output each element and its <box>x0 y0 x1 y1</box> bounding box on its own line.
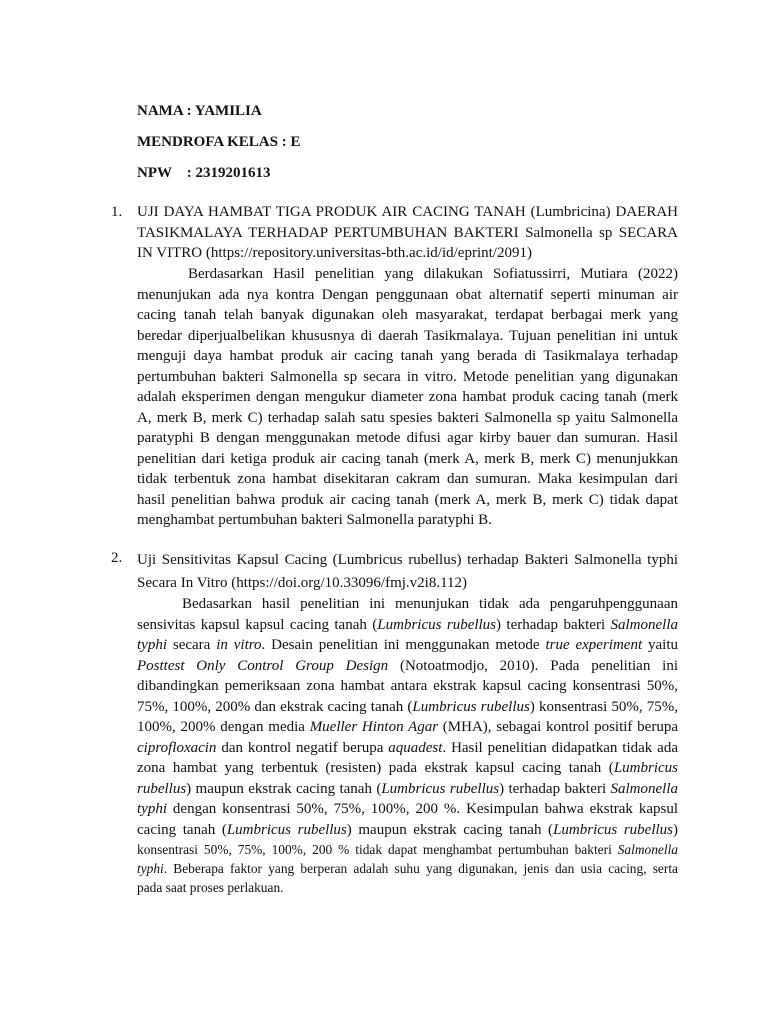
abstract-line: cacing tanah (Lumbricus rubellus) maupun ekstrak cacing tanah (Lumbricus rubellus) <box>137 821 679 838</box>
item-2-abstract <box>137 594 678 840</box>
abstract-line: typhi. Beberapa faktor yang berperan adalah suhu yang digunakan, jenis dan usia cacing, serta <box>137 861 678 876</box>
abstract-line: dibandingkan pemeriksaan zona hambat antara ekstrak kapsul cacing konsentrasi 50%, <box>137 678 678 694</box>
abstract-line: Bedasarkan hasil penelitian ini menunjukan tidak ada pengaruhpenggunaan <box>182 596 678 612</box>
abstract-line: A, merk B, merk C) terhadap salah satu spesies bakteri Salmonella sp yaitu Salmonella <box>137 409 678 426</box>
abstract-line: adalah eksperimen dengan mengukur diameter zona hambat produk cacing tanah (merk <box>137 389 678 405</box>
student-npw: NPW : 2319201613 <box>137 165 271 181</box>
abstract-line: sensivitas kapsul kapsul cacing tanah (Lumbricus rubellus) terhadap bakteri Salmonella <box>137 616 679 633</box>
abstract-line: menghambat pertumbuhan bakteri Salmonella paratyphi B. <box>137 512 492 528</box>
abstract-line: 100%, 200% dengan media Mueller Hinton Agar (MHA), sebagai kontrol positif berupa <box>137 719 678 735</box>
abstract-line: Berdasarkan Hasil penelitian yang dilakukan Sofiatussirri, Mutiara (2022) <box>188 266 678 282</box>
abstract-line: zona hambat yang terbentuk (resisten) pada ekstrak kapsul cacing tanah (Lumbricus <box>137 760 678 776</box>
title-line: Uji Sensitivitas Kapsul Cacing (Lumbricus rubellus) terhadap Bakteri Salmonella typhi <box>137 552 678 568</box>
abstract-line: menguji daya hambat produk air cacing tanah yang berada di Tasikmalaya terhadap <box>137 348 678 364</box>
abstract-line: typhi dengan konsentrasi 50%, 75%, 100%, 200 %. Kesimpulan bahwa ekstrak kapsul <box>137 801 678 817</box>
abstract-line: pertumbuhan bakteri Salmonella sp secara in vitro. Metode penelitian yang digunakan <box>137 368 678 385</box>
abstract-line: tidak terbentuk zona hambat disekitaran cakram dan sumuran. Maka kesimpulan dari <box>137 471 678 487</box>
abstract-line: Posttest Only Control Group Design (Notoatmodjo, 2010). Pada penelitian ini <box>137 657 678 674</box>
title-line: UJI DAYA HAMBAT TIGA PRODUK AIR CACING TANAH (Lumbricina) DAERAH <box>137 204 678 220</box>
abstract-line: 75%, 100%, 200% dan ekstrak cacing tanah (Lumbricus rubellus) konsentrasi 50%, 75%, <box>137 698 679 715</box>
abstract-line: pada saat proses perlakuan. <box>137 880 284 895</box>
student-name: NAMA : YAMILIA <box>137 103 262 119</box>
item-1-title <box>137 202 678 264</box>
title-line: Secara In Vitro (https://doi.org/10.33096/fmj.v2i8.112) <box>137 575 468 591</box>
abstract-line: penelitian dari ketiga produk air cacing tanah (merk A, merk B, merk C) menunjukkan <box>137 450 678 467</box>
item-2-abstract-small <box>137 840 678 897</box>
item-2-title <box>137 549 678 595</box>
item-1-abstract <box>137 264 678 531</box>
abstract-line: rubellus) maupun ekstrak cacing tanah (Lumbricus rubellus) terhadap bakteri Salmonella <box>137 780 679 797</box>
abstract-line: paratyphi B dengan menggunakan metode difusi agar kirby bauer dan sumuran. Hasil <box>137 430 678 446</box>
abstract-line: hasil penelitian bahwa produk air cacing tanah (merk A, merk B, merk C) tidak dapat <box>137 491 678 508</box>
abstract-line: typhi secara in vitro. Desain penelitian ini menggunakan metode true experiment yaitu <box>137 637 678 653</box>
abstract-line: menunjukan ada nya kontra Dengan penggunaan obat alternatif seperti minuman air <box>137 286 678 303</box>
abstract-line: konsentrasi 50%, 75%, 100%, 200 % tidak dapat menghambat pertumbuhan bakteri Salmonella <box>137 842 678 857</box>
abstract-line: cacing tanah telah banyak digunakan oleh masyarakat, terdapat berbagai merk yang <box>137 307 678 323</box>
title-line: TASIKMALAYA TERHADAP PERTUMBUHAN BAKTERI Salmonella sp SECARA <box>137 224 678 241</box>
item-number-1: 1. <box>111 204 123 220</box>
item-number-2: 2. <box>111 550 123 566</box>
abstract-line: ciprofloxacin dan kontrol negatif berupa aquadest. Hasil penelitian didapatkan tidak ada <box>137 739 678 756</box>
abstract-line: beredar diperjualbelikan khususnya di daerah Tasikmalaya. Tujuan penelitian ini untuk <box>137 327 678 344</box>
student-class: MENDROFA KELAS : E <box>137 134 301 150</box>
title-line: IN VITRO (https://repository.universitas-bth.ac.id/id/eprint/2091) <box>137 245 532 261</box>
